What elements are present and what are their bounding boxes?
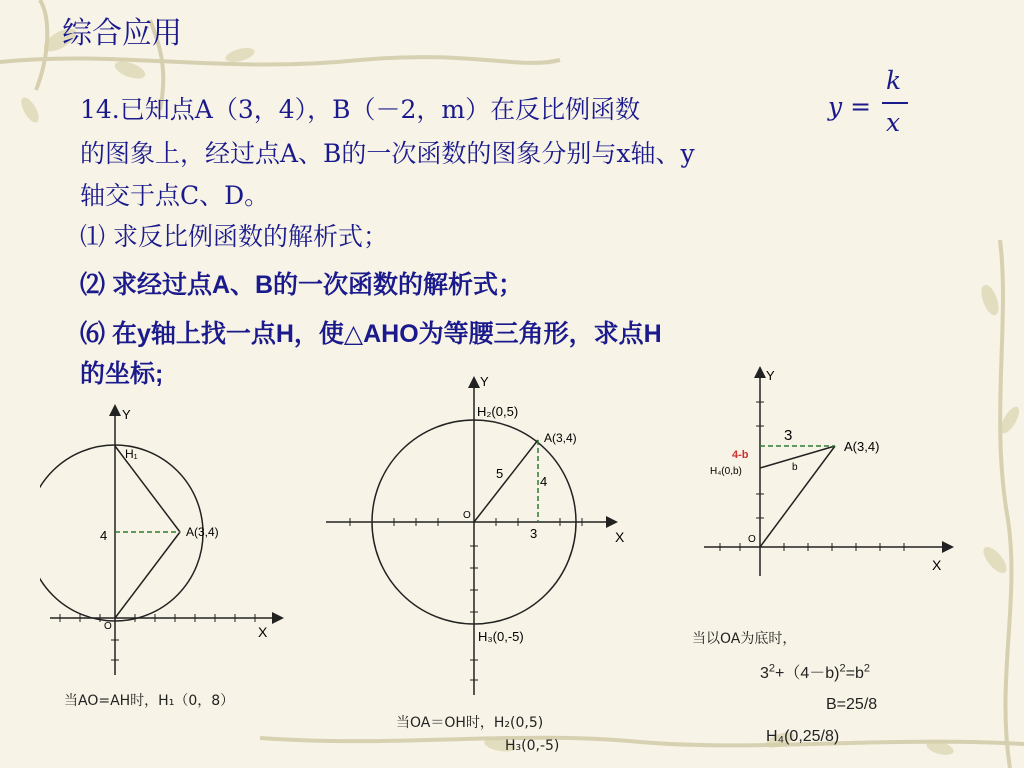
origin-label: O	[463, 510, 471, 521]
problem-line-3: 轴交于点C、D。	[80, 181, 270, 210]
point-a-label: A(3,4)	[844, 439, 880, 454]
origin-label: O	[748, 534, 756, 545]
origin-label: O	[104, 621, 112, 632]
formula-numerator: k	[886, 66, 902, 95]
four-minus-b-label: 4-b	[732, 449, 749, 461]
question-1: ⑴ 求反比例函数的解析式；	[80, 222, 388, 251]
eq-base: 3	[760, 665, 769, 682]
distance-three-label: 3	[784, 427, 793, 444]
base-three-label: 3	[530, 526, 538, 541]
diagram-ao-equals-ah	[40, 400, 290, 690]
pythagoras-equation	[760, 660, 870, 683]
diagram-oa-as-base	[700, 362, 960, 580]
diagram-2-caption: 当OA＝OH时，H₂(0,5)	[396, 715, 544, 731]
length-b-label: b	[792, 462, 798, 473]
segment-ao	[115, 532, 180, 618]
segment-oa	[474, 440, 538, 522]
height-four-label: 4	[540, 474, 548, 489]
point-a-label: A(3,4)	[544, 431, 577, 445]
diagram-oa-equals-oh	[320, 370, 640, 710]
problem-line-2: 的图象上，经过点A、B的一次函数的图象分别与x轴、y	[80, 139, 695, 168]
point-h1-label: H₁	[125, 447, 138, 461]
point-h2-label: H₂(0,5)	[477, 404, 519, 419]
problem-line-1: 14.已知点A（3，4），B（－2，m）在反比例函数	[80, 95, 641, 124]
fraction-bar	[882, 102, 908, 104]
length-five-label: 5	[496, 466, 504, 481]
x-axis-label: X	[932, 557, 942, 573]
y-axis-label: Y	[480, 374, 489, 389]
question-3-line-1: ⑹ 在y轴上找一点H，使△AHO为等腰三角形，求点H	[80, 320, 662, 348]
point-a-label: A(3,4)	[186, 525, 219, 539]
formula-lhs: y =	[828, 92, 872, 121]
diagram-2-caption-h3: H₃(0,-5)	[505, 738, 560, 754]
eq-exponent-3: 2	[863, 662, 871, 675]
y-axis-label: Y	[122, 407, 131, 422]
eq-exponent-2: 2	[839, 662, 846, 675]
slide-title: 综合应用	[62, 16, 182, 51]
eq-right: =b	[845, 665, 864, 682]
eq-exponent-1: 2	[768, 662, 776, 675]
question-3-line-2: 的坐标;	[80, 360, 164, 388]
formula-denominator: x	[886, 108, 901, 137]
y-axis-label: Y	[766, 368, 775, 383]
result-b-value: B=25/8	[826, 696, 878, 713]
x-axis-label: X	[258, 624, 268, 640]
diagram-1-caption: 当AO=AH时，H₁（0，8）	[64, 693, 235, 709]
point-h4-label: H₄(0,b)	[710, 466, 742, 477]
point-h3-label: H₃(0,-5)	[478, 629, 524, 644]
question-2: ⑵ 求经过点A、B的一次函数的解析式；	[80, 271, 524, 299]
height-four-label: 4	[100, 528, 108, 543]
result-h4-coordinate: H₄(0,25/8)	[766, 728, 840, 745]
x-axis-label: X	[615, 529, 625, 545]
diagram-3-caption: 当以OA为底时，	[692, 631, 797, 647]
eq-middle: +（4－b)	[775, 665, 840, 682]
